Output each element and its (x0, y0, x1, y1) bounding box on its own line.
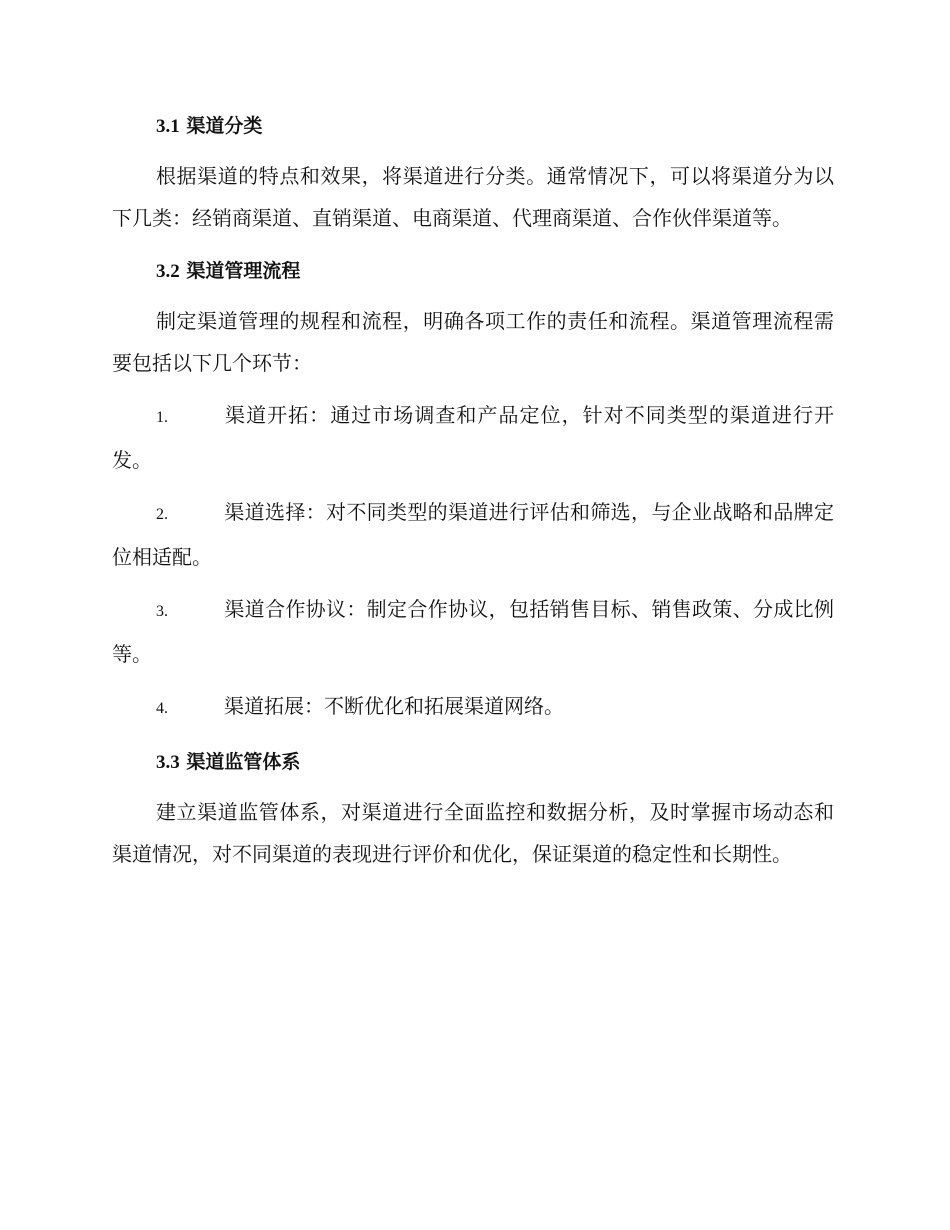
section-title: 渠道管理流程 (186, 260, 301, 282)
list-text: 渠道开拓：通过市场调查和产品定位，针对不同类型的渠道进行开发。 (112, 403, 834, 472)
list-item (112, 491, 834, 578)
section-paragraph: 根据渠道的特点和效果，将渠道进行分类。通常情况下，可以将渠道分为以下几类：经销商渠道、直销渠道、电商渠道、代理商渠道、合作伙伴渠道等。 (112, 164, 834, 230)
list-number: 3. (156, 603, 168, 620)
section-paragraph: 制定渠道管理的规程和流程，明确各项工作的责任和流程。渠道管理流程需要包括以下几个环节： (112, 309, 834, 375)
section-title: 渠道分类 (186, 115, 263, 137)
section-number: 3.3 (156, 752, 180, 773)
section-paragraph: 建立渠道监管体系，对渠道进行全面监控和数据分析，及时掌握市场动态和渠道情况，对不同渠道的表现进行评价和优化，保证渠道的稳定性和长期性。 (112, 800, 834, 866)
list-item (112, 588, 834, 675)
list-item (112, 394, 834, 481)
list-item (112, 685, 834, 730)
list-text: 渠道合作协议：制定合作协议，包括销售目标、销售政策、分成比例等。 (112, 597, 834, 666)
section-heading-3-2 (112, 249, 834, 294)
section-number: 3.2 (156, 261, 180, 282)
section-heading-3-1 (112, 104, 834, 149)
list-number: 4. (156, 700, 168, 717)
list-number: 2. (156, 506, 168, 523)
section-heading-3-3 (112, 740, 834, 785)
document-page (112, 104, 834, 885)
list-text: 渠道拓展：不断优化和拓展渠道网络。 (224, 694, 564, 718)
list-text: 渠道选择：对不同类型的渠道进行评估和筛选，与企业战略和品牌定位相适配。 (112, 500, 834, 569)
list-number: 1. (156, 409, 168, 426)
section-number: 3.1 (156, 116, 180, 137)
section-title: 渠道监管体系 (186, 751, 301, 773)
